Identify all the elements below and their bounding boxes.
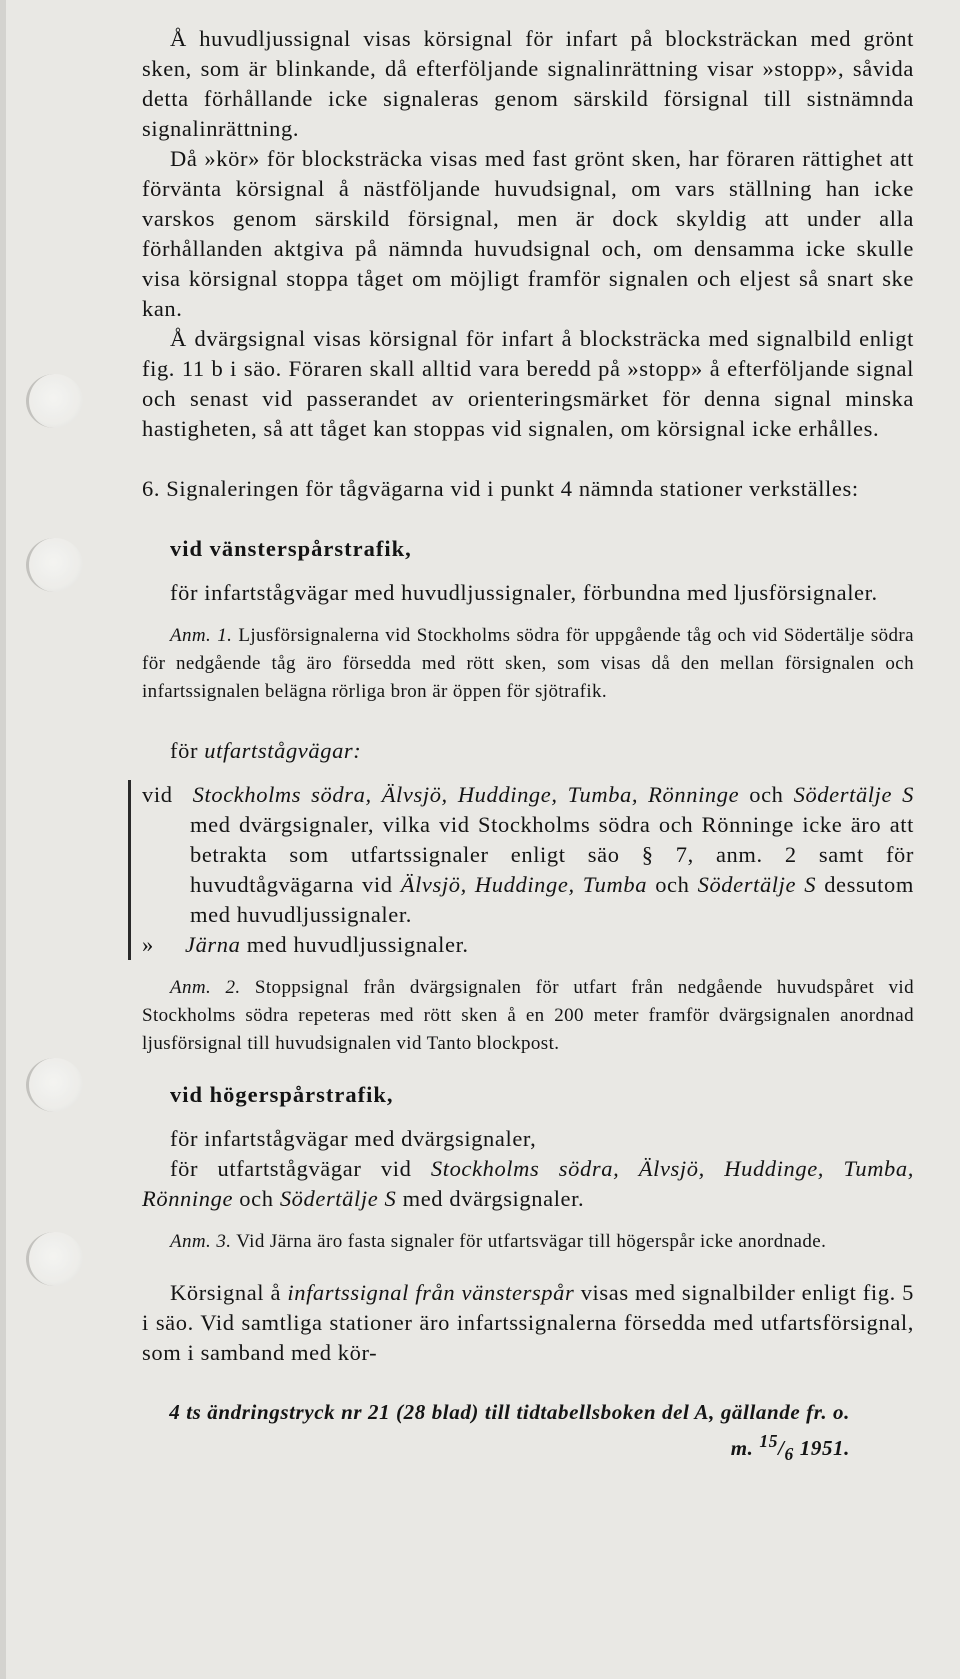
note-2-label: Anm. 2. (170, 977, 241, 998)
left-traffic-heading: vid vänsterspårstrafik, (170, 536, 412, 561)
exit-label: utfartstågvägar: (204, 738, 362, 763)
item1-rest2: dessutom med huvudljussignaler. (190, 872, 914, 927)
note-1-text: Ljusförsignalerna vid Stockholms södra för uppgående tåg och vid Södertälje södra för nedgående tåg äro försedda med rött sken, som visas då den mellan försignalen och infartssignalen belägna rörliga bron är öppen för sjötrafik. (142, 625, 914, 702)
item1-place4: Södertälje S (697, 872, 817, 897)
item2-prefix: » (142, 932, 154, 957)
item1-and: och (749, 782, 784, 807)
entry-routes-right: för infartstågvägar med dvärgsignaler, (170, 1126, 537, 1151)
item1-places: Stockholms södra, Älvsjö, Huddinge, Tumba, Rönninge (192, 782, 740, 807)
footer-note: 4 ts ändringstryck nr 21 (28 blad) till tidtabellsboken del A, gällande fr. o. m. $^{15}/_6$ 1951. (169, 1400, 850, 1465)
item1-and2: och (655, 872, 690, 897)
punch-hole (26, 1232, 83, 1286)
paragraph-block-section: Då »kör» för blocksträcka visas med fast grönt sken, har föraren rättighet att förvänta körsignal å nästföljande huvudsignal, om vars ställning han icke varskos genom särskild försignal, men är dock skyldig att under alla förhållanden aktgiva på nämnda huvudsignal och, om densamma icke skulle visa körsignal stoppa tåget om möjligt framför signalen och eljest så snart ske kan. (142, 146, 914, 321)
punch-hole (26, 1058, 83, 1112)
exit-right-rest: med dvärgsignaler. (402, 1186, 585, 1211)
footer-line: 4 ts ändringstryck nr 21 (28 blad) till tidtabellsboken del A, gällande fr. o. m. (169, 1400, 850, 1460)
note-1 (142, 622, 914, 706)
paragraph-dwarf-signal: Å dvärgsignal visas körsignal för infart å blocksträcka med signalbild enligt fig. 11 b i säo. Föraren skall alltid vara beredd på »stopp» å efterföljande signal och senast vid passerandet av orienteringsmärket för denna signal minska hastigheten, så att tåget kan stoppas vid signalen, om körsignal icke erhålles. (142, 326, 914, 441)
item1-places3: Älvsjö, Huddinge, Tumba (400, 872, 648, 897)
note-3-text: Vid Järna äro fasta signaler för utfartsvägar till högerspår icke anordnade. (236, 1231, 827, 1252)
exit-right-and: och (239, 1186, 274, 1211)
right-traffic-heading: vid högerspårstrafik, (170, 1082, 394, 1107)
item1-prefix: vid (142, 782, 173, 807)
note-3 (142, 1228, 914, 1256)
last-rest: visas med signalbilder enligt fig. 5 i säo. Vid samtliga stationer äro infartssignalerna försedda med utfartsförsignal, som i samband med kör- (142, 1280, 914, 1365)
exit-right-place2: Södertälje S (279, 1186, 397, 1211)
item2-place: Järna (184, 932, 241, 957)
document-body (142, 24, 914, 1469)
item1-rest1: med dvärgsignaler, vilka vid Stockholms södra och Rönninge icke äro att betrakta som utfartssignaler enligt säo § 7, anm. 2 samt för huvudtågvägarna vid (190, 812, 914, 897)
exit-routes-item-2 (142, 930, 914, 960)
item2-rest: med huvudljussignaler. (246, 932, 469, 957)
exit-routes-right (142, 1154, 914, 1214)
punch-hole (26, 538, 83, 592)
exit-right-prefix: för utfartstågvägar vid (170, 1156, 412, 1181)
footer-year: 1951. (799, 1436, 850, 1460)
last-italic: infartssignal från vänsterspår (287, 1280, 575, 1305)
page-edge (0, 0, 6, 1679)
note-2 (142, 974, 914, 1058)
exit-prefix: för (170, 738, 199, 763)
paragraph-main-signal: Å huvudljussignal visas körsignal för infart på blocksträckan med grönt sken, som är blinkande, då efterföljande signalinrättning visar »stopp», såvida detta förhållande icke signaleras genom särskild försignal till sistnämnda signalinrättning. (142, 26, 914, 141)
section-6-heading: 6. Signaleringen för tågvägarna vid i punkt 4 nämnda stationer verkställes: (142, 476, 859, 501)
punch-hole (26, 374, 83, 428)
exit-routes-heading (142, 736, 914, 766)
exit-routes-item-1 (142, 780, 914, 930)
last-prefix: Körsignal å (170, 1280, 282, 1305)
exit-right-places: Stockholms södra, Älvsjö, Huddinge, Tumba, Rönninge (142, 1156, 914, 1211)
note-2-text: Stoppsignal från dvärgsignalen för utfart från nedgående huvudspåret vid Stockholms södra repeteras med rött sken å en 200 meter framför dvärgsignalen anordnad ljusförsignal till huvudsignalen vid Tanto blockpost. (142, 977, 914, 1054)
note-3-label: Anm. 3. (170, 1231, 232, 1252)
paragraph-entry-from-left-track (142, 1278, 914, 1368)
note-1-label: Anm. 1. (170, 625, 233, 646)
footer-date-month: 6 (784, 1444, 794, 1465)
entry-routes-left: för infartstågvägar med huvudljussignaler, förbundna med ljusförsignaler. (170, 580, 878, 605)
footer-date-day: 15 (759, 1431, 779, 1451)
item1-place2: Södertälje S (793, 782, 914, 807)
revision-bar (128, 780, 914, 960)
